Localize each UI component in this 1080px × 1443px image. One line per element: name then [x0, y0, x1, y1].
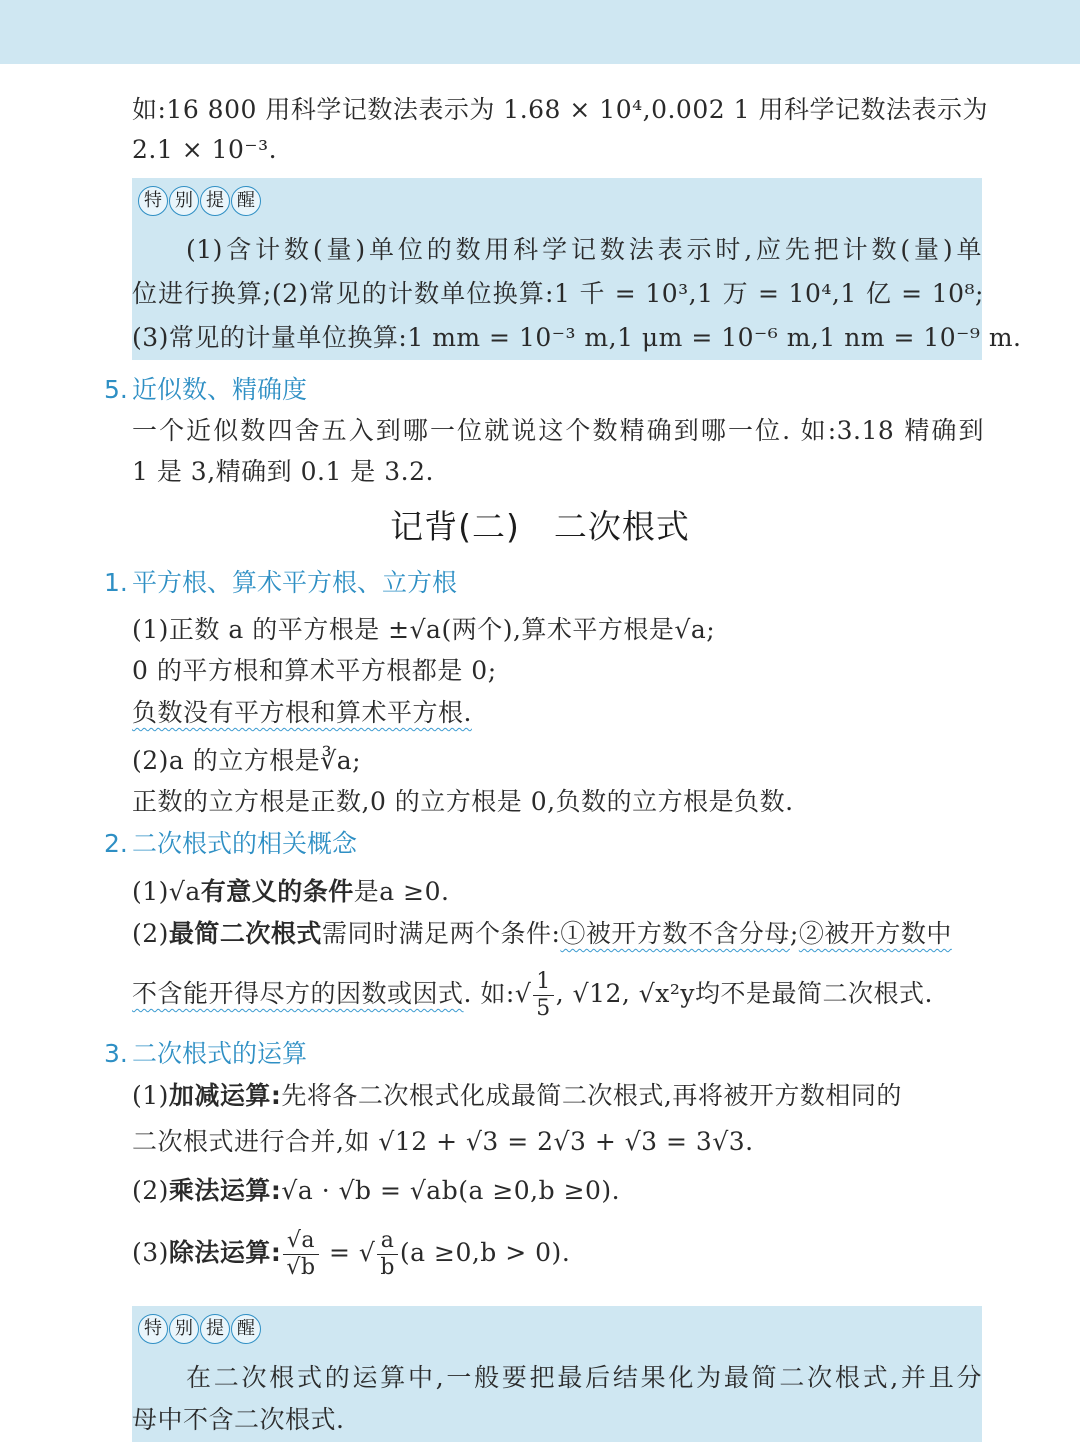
prev-text-line-2: 2.1 × 10⁻³. — [132, 135, 278, 164]
badge-char: 别 — [169, 1314, 199, 1344]
plain-text: 需同时满足两个条件: — [321, 919, 561, 948]
section-title: 平方根、算术平方根、立方根 — [132, 568, 458, 597]
fraction-a-over-b — [377, 1228, 398, 1281]
plain-text: 先将各二次根式化成最简二次根式,再将被开方数相同的 — [281, 1081, 902, 1110]
plain-text: (a ≥0,b > 0). — [399, 1238, 571, 1267]
section-title: 二次根式的相关概念 — [132, 829, 358, 858]
wavy-emphasis: ①被开方数不含分母 — [560, 919, 790, 948]
bold-term: 加减运算: — [168, 1081, 282, 1110]
section-number: 5. — [104, 375, 128, 404]
section-3-heading — [104, 1034, 307, 1074]
numerator: 1 — [533, 969, 554, 996]
s3-line-4 — [132, 1222, 984, 1284]
fraction-one-fifth — [533, 969, 554, 1022]
item-label: (2) — [132, 1176, 169, 1205]
tip1-line-3: (3)常见的计量单位换算:1 mm = 10⁻³ m,1 μm = 10⁻⁶ m,1 nm = 10⁻⁹ m. — [132, 323, 1022, 352]
radical-sign: √ — [514, 979, 532, 1008]
bold-term: 乘法运算: — [168, 1176, 282, 1205]
fraction-sqrt-a-over-sqrt-b — [283, 1228, 318, 1281]
tip2-line-1: 在二次根式的运算中,一般要把最后结果化为最简二次根式,并且分 — [186, 1363, 982, 1392]
s1-line-3 — [132, 693, 984, 733]
chapter-title: 记背(二) 二次根式 — [390, 507, 690, 546]
badge-char: 提 — [200, 186, 230, 216]
badge-char: 醒 — [231, 1314, 261, 1344]
section-number: 2. — [104, 829, 128, 858]
badge-char: 提 — [200, 1314, 230, 1344]
denominator: √b — [286, 1255, 316, 1280]
item-label: (1) — [132, 1081, 169, 1110]
plain-text: ; — [789, 919, 799, 948]
wavy-emphasis: ②被开方数中 — [798, 919, 952, 948]
radical-a: √a — [168, 877, 201, 906]
badge-char: 醒 — [231, 186, 261, 216]
wavy-emphasis: 不含能开得尽方的因数或因式 — [132, 979, 464, 1008]
bold-term: 除法运算: — [168, 1238, 282, 1267]
condition-text: 是a ≥0. — [353, 877, 450, 906]
section-number: 1. — [104, 568, 128, 597]
item-label: (3) — [132, 1238, 169, 1267]
s5-line-1: 一个近似数四舍五入到哪一位就说这个数精确到哪一位. 如:3.18 精确到 — [132, 416, 984, 445]
s5-line-2: 1 是 3,精确到 0.1 是 3.2. — [132, 457, 434, 486]
prev-text-line-1: 如:16 800 用科学记数法表示为 1.68 × 10⁴,0.002 1 用科学记数法表示为 — [132, 95, 988, 124]
s2-line-3 — [132, 966, 984, 1022]
bold-term: 最简二次根式 — [168, 919, 322, 948]
s2-line-1 — [132, 872, 984, 912]
badge-char: 特 — [138, 186, 168, 216]
item-label: (2) — [132, 919, 169, 948]
plain-text: , √12, √x²y均不是最简二次根式. — [555, 979, 933, 1008]
s3-line-3 — [132, 1171, 984, 1211]
plain-text: . 如: — [463, 979, 515, 1008]
section-title: 二次根式的运算 — [132, 1039, 308, 1068]
s3-line-2: 二次根式进行合并,如 √12 + √3 = 2√3 + √3 = 3√3. — [132, 1127, 754, 1156]
plain-text: = √ — [320, 1238, 376, 1267]
numerator: a — [377, 1228, 398, 1255]
wavy-emphasis: 负数没有平方根和算术平方根. — [132, 698, 472, 727]
denominator: 5 — [536, 996, 551, 1021]
section-2-heading — [104, 824, 357, 864]
s3-line-1 — [132, 1076, 984, 1116]
s1-line-5: 正数的立方根是正数,0 的立方根是 0,负数的立方根是负数. — [132, 787, 794, 816]
section-5-heading — [104, 370, 307, 410]
section-title: 近似数、精确度 — [132, 375, 308, 404]
badge-char: 特 — [138, 1314, 168, 1344]
item-label: (1) — [132, 877, 169, 906]
bold-term: 有意义的条件 — [200, 877, 354, 906]
badge-char: 别 — [169, 186, 199, 216]
s1-line-4: (2)a 的立方根是∛a; — [132, 746, 362, 775]
numerator: √a — [283, 1228, 318, 1255]
special-reminder-badge — [138, 1314, 261, 1344]
section-number: 3. — [104, 1039, 128, 1068]
s1-line-1: (1)正数 a 的平方根是 ±√a(两个),算术平方根是√a; — [132, 615, 716, 644]
section-1-heading — [104, 563, 457, 603]
special-reminder-badge — [138, 186, 261, 216]
tip1-line-1: (1)含计数(量)单位的数用科学记数法表示时,应先把计数(量)单 — [186, 235, 982, 264]
top-header-band — [0, 0, 1080, 64]
tip2-line-2: 母中不含二次根式. — [132, 1405, 345, 1434]
plain-text: √a · √b = √ab(a ≥0,b ≥0). — [281, 1176, 621, 1205]
denominator: b — [380, 1255, 395, 1280]
tip1-line-2: 位进行换算;(2)常见的计数单位换算:1 千 = 10³,1 万 = 10⁴,1 亿 = 10⁸; — [132, 279, 984, 308]
s1-line-2: 0 的平方根和算术平方根都是 0; — [132, 656, 497, 685]
s2-line-2 — [132, 914, 984, 954]
